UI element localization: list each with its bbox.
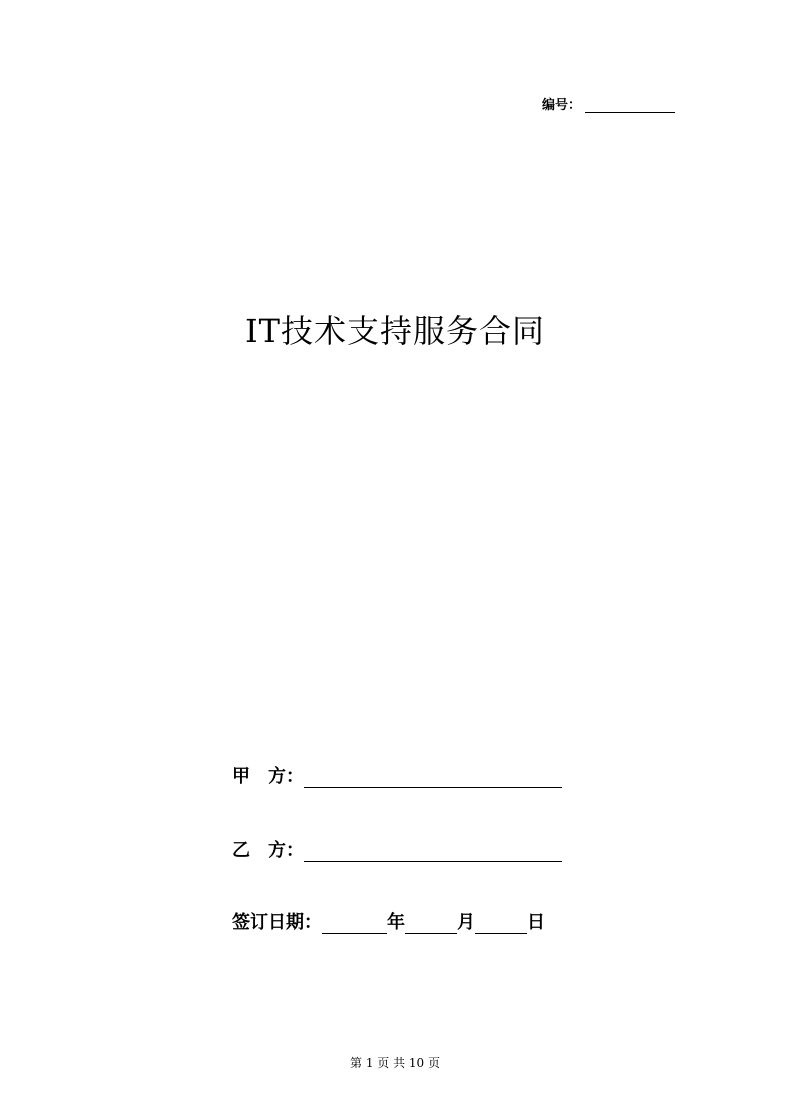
party-b-field (232, 840, 562, 862)
party-b-blank (304, 841, 562, 862)
party-a-label: 甲 方： (232, 766, 304, 787)
document-title: IT技术支持服务合同 (245, 312, 545, 350)
year-blank (322, 913, 387, 934)
party-a-field (232, 766, 562, 788)
party-a-blank (304, 767, 562, 788)
month-blank (405, 913, 457, 934)
page-footer: 第 1 页 共 10 页 (350, 1056, 440, 1070)
year-label: 年 (387, 912, 405, 933)
month-label: 月 (457, 912, 475, 933)
contract-number-blank (585, 98, 675, 113)
day-label: 日 (527, 912, 545, 933)
contract-number-label: 编号： (542, 98, 582, 113)
contract-number (542, 94, 675, 113)
sign-date-label: 签订日期： (232, 912, 322, 933)
sign-date-field (232, 912, 545, 934)
party-b-label: 乙 方： (232, 840, 304, 861)
day-blank (475, 913, 527, 934)
